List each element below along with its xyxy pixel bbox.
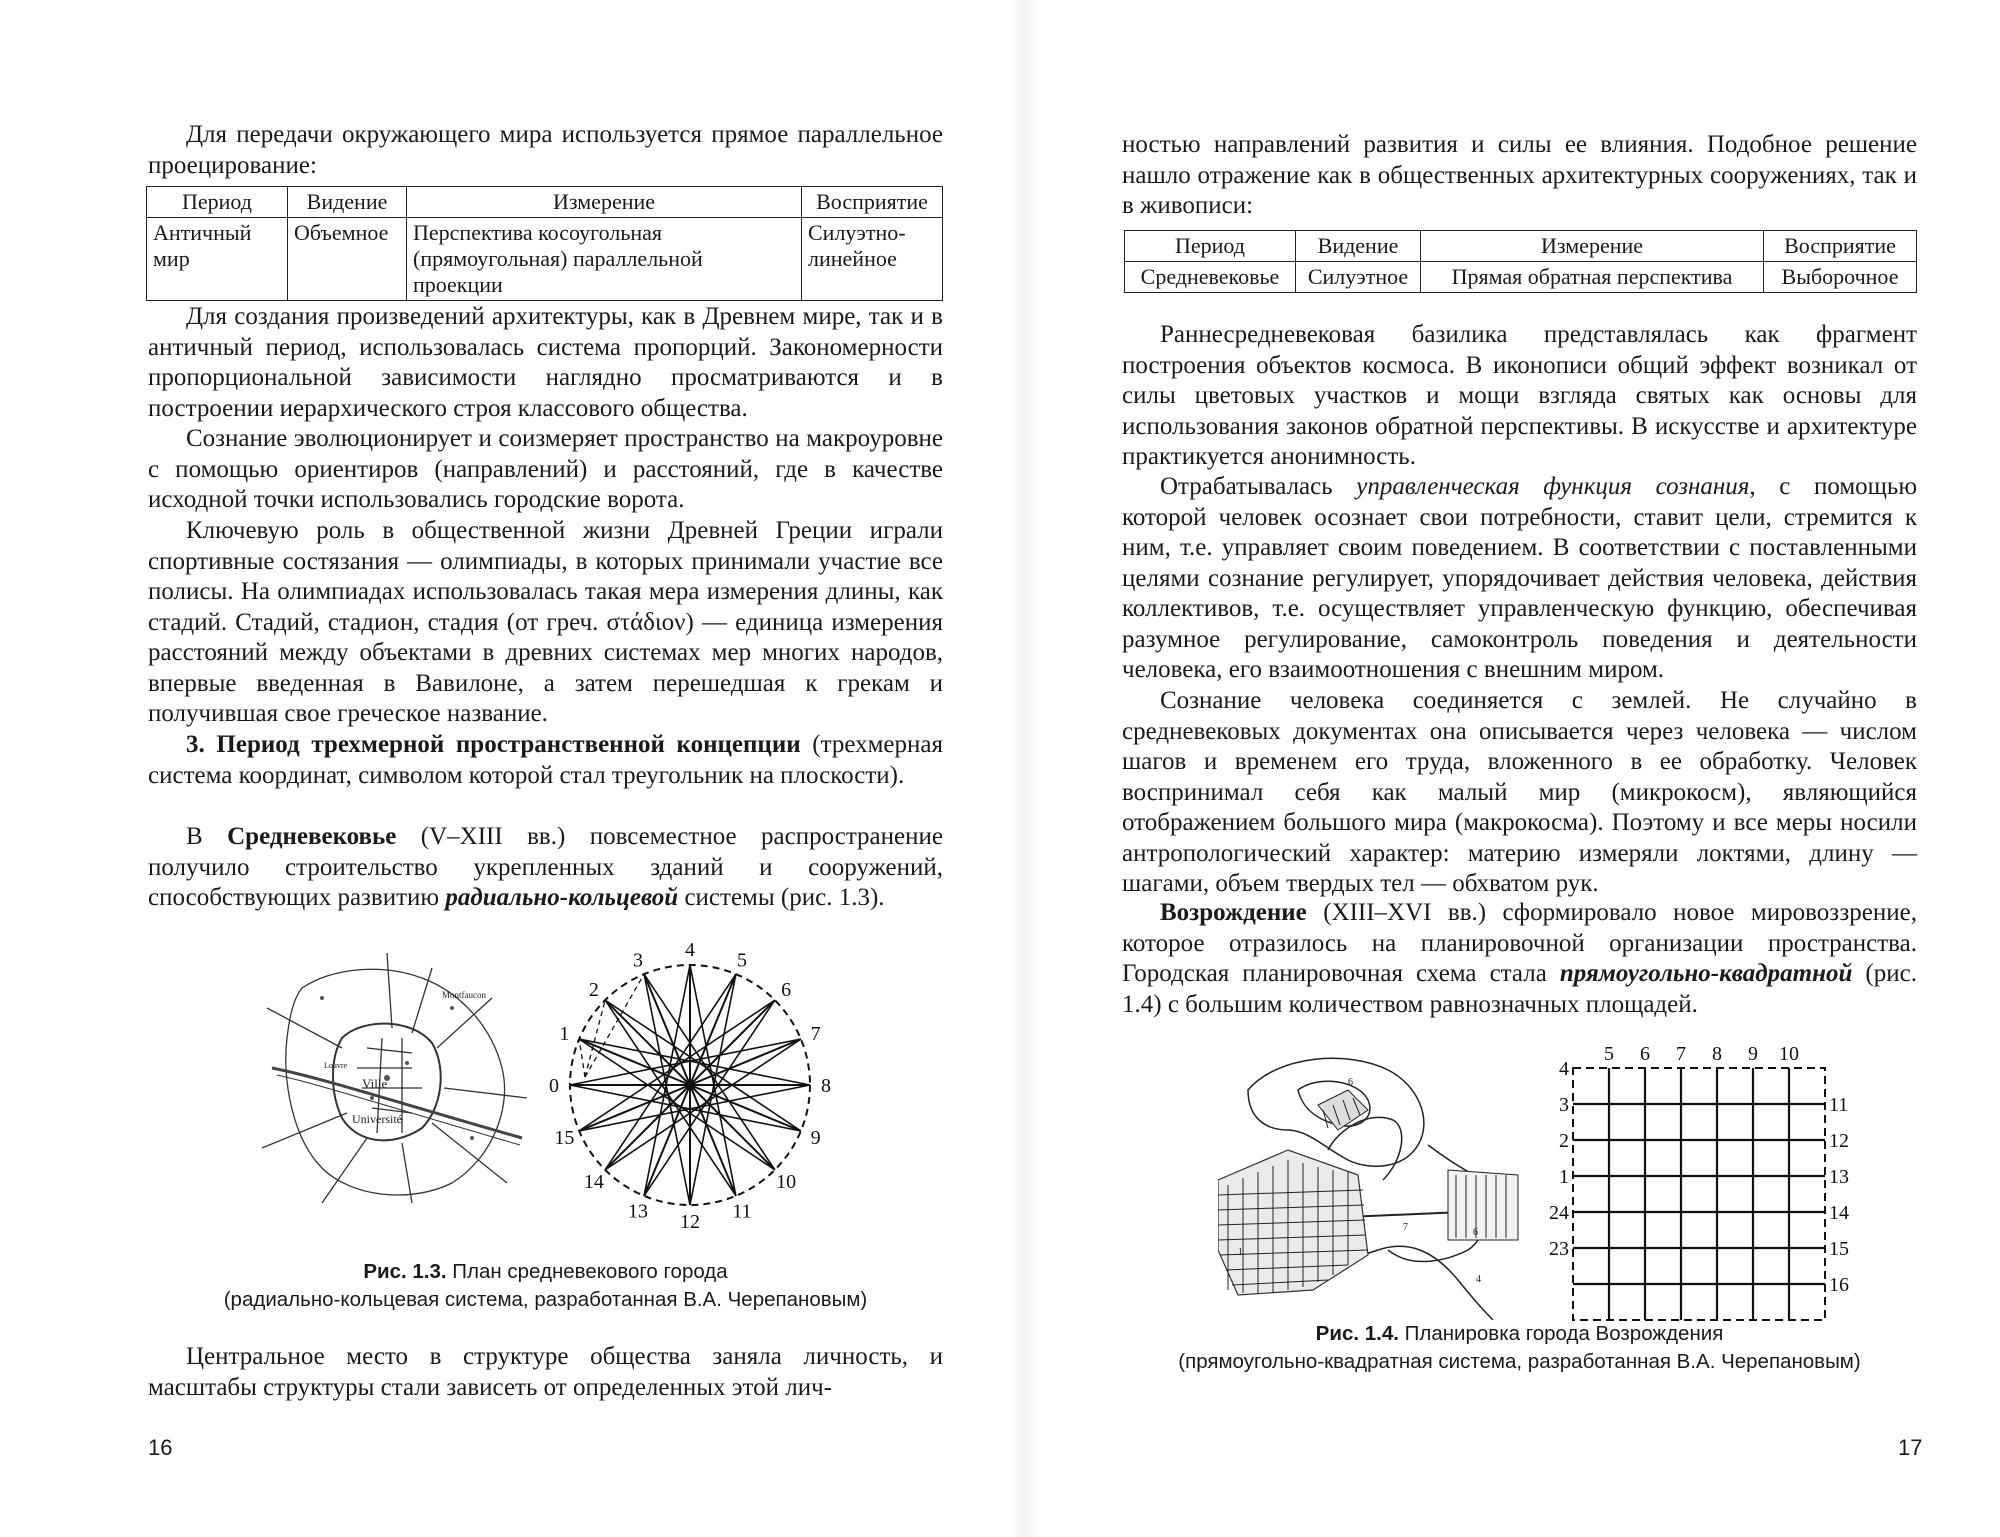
left-para-2: Сознание эволюционирует и соизмеряет пространство на макроуровне с помощью ориентиров (направлений) и расстояний, где в качестве исходной точки использовались городские ворота. xyxy=(148,425,943,513)
page-number-left: 16 xyxy=(148,1435,173,1460)
text-span: (XIII–XVI вв.) сформировало новое мировоззрение, которое отразилось на планировочной организации пространства. Городская планировочная схема стала xyxy=(1122,899,1917,987)
grid-label: 15 xyxy=(1829,1238,1849,1260)
wheel-spoke xyxy=(605,1085,690,1170)
text-span: системы (рис. 1.3). xyxy=(678,884,885,911)
right-para-2 xyxy=(1122,472,1917,686)
wheel-label: 5 xyxy=(737,949,748,972)
renaissance-city-map xyxy=(1218,1050,1528,1320)
table-cell: Силуэтное xyxy=(1296,262,1421,293)
table-header-cell: Восприятие xyxy=(802,187,943,218)
wheel-label: 14 xyxy=(583,1171,604,1194)
table-cell: Античный мир xyxy=(147,218,288,301)
bold-term: Возрождение xyxy=(1160,899,1307,926)
grid-label: 2 xyxy=(1559,1130,1569,1152)
grid-label: 24 xyxy=(1549,1202,1569,1224)
table-row xyxy=(147,218,943,301)
map-label: Ville xyxy=(362,1076,388,1091)
grid-label xyxy=(1609,1329,1629,1330)
right-para-4 xyxy=(1122,898,1917,1020)
left-para-5 xyxy=(148,822,943,914)
caption-label: Рис. 1.4. xyxy=(1315,1322,1399,1345)
emphasis-term: прямоугольно-квадратной xyxy=(1559,960,1853,987)
grid-label: 12 xyxy=(1829,1130,1849,1152)
map-label: Montfaucon xyxy=(442,990,486,1000)
grid-label: 9 xyxy=(1748,1043,1758,1065)
wheel-guide xyxy=(579,1039,585,1077)
left-para-6: Центральное место в структуре общества заняла личность, и масштабы структуры стали зависеть от определенных этой лич- xyxy=(148,1343,943,1401)
section-heading: 3. Период трехмерной пространственной концепции xyxy=(186,731,801,758)
wheel-spoke xyxy=(605,1000,690,1085)
table-header-cell: Период xyxy=(1125,231,1296,262)
wheel-label: 15 xyxy=(554,1127,575,1150)
grid-label: 7 xyxy=(1676,1043,1686,1065)
bold-term: Средневековье xyxy=(227,823,397,850)
wheel-label: 6 xyxy=(781,978,792,1001)
text-span: Отрабатывалась xyxy=(1160,473,1357,500)
map-label: 6 xyxy=(1348,1077,1353,1088)
table-header-row xyxy=(147,187,943,218)
grid-label xyxy=(1645,1329,1665,1330)
book-gutter xyxy=(1010,0,1040,1537)
text-span: В xyxy=(186,823,228,850)
map-label: 1 xyxy=(1238,1247,1243,1258)
rectangular-grid-diagram xyxy=(1528,1040,1878,1330)
caption-text: Планировка города Возрождения xyxy=(1398,1322,1724,1345)
right-para-3: Сознание человека соединяется с землей. Не случайно в средневековых документах она описывается через человека — числом шагов и временем его труда, вложенного в ее обработку. Человек воспринимал себя как малый мир (микрокосм), являющийся отображением большого мира (макрокосма). Поэтому и все меры носили антропологический характер: материю измеряли локтями, длину — шагами, объем твердых тел — обхватом рук. xyxy=(1122,687,1917,897)
wheel-label: 13 xyxy=(627,1200,648,1223)
page-number-right: 17 xyxy=(1898,1435,1923,1460)
wheel-label: 9 xyxy=(810,1127,821,1150)
grid-label: 5 xyxy=(1604,1043,1614,1065)
grid-label xyxy=(1681,1329,1701,1330)
wheel-label: 2 xyxy=(588,978,599,1001)
grid-label: 16 xyxy=(1829,1274,1849,1296)
wheel-label: 12 xyxy=(680,1211,700,1233)
grid-label xyxy=(1717,1329,1737,1330)
grid-label: 13 xyxy=(1829,1166,1849,1188)
left-para-1: Для создания произведений архитектуры, как в Древнем мире, так и в античный период, использовалась система пропорций. Закономерности пропорциональной зависимости наглядно просматриваются и в построении иерархического строя классового общества. xyxy=(148,303,943,422)
grid-label xyxy=(1753,1329,1773,1330)
grid-label: 1 xyxy=(1559,1166,1569,1188)
wheel-label: 10 xyxy=(776,1171,797,1194)
grid-label: 11 xyxy=(1829,1094,1849,1116)
caption-text: План средневекового города xyxy=(446,1260,728,1283)
right-intro: ностью направлений развития и силы ее влияния. Подобное решение нашло отражение как в общественных архитектурных сооружениях, так и в живописи: xyxy=(1122,131,1917,219)
table-header-cell: Восприятие xyxy=(1764,231,1917,262)
left-intro: Для передачи окружающего мира используется прямое параллельное проецирование: xyxy=(148,121,943,179)
figure-1-3-caption xyxy=(148,1258,943,1314)
table-cell: Силуэтно-линейное xyxy=(802,218,943,301)
map-label: 4 xyxy=(1476,1274,1481,1285)
wheel-group xyxy=(549,939,831,1233)
table-header-row xyxy=(1125,231,1917,262)
grid-label: 14 xyxy=(1829,1202,1849,1224)
caption-text: (радиально-кольцевая система, разработанная В.А. Черепановым) xyxy=(223,1288,868,1311)
emphasis-term: управленческая функция сознания xyxy=(1356,473,1750,500)
grid-group xyxy=(1549,1043,1849,1330)
left-para-3: Ключевую роль в общественной жизни Древней Греции играли спортивные состязания — олимпиады, в которых принимали участие все полисы. На олимпиадах использовалась такая мера измерения длины, как стадий. Стадий, стадион, стадия (от греч. στάδιον) — единица измерения расстояний между объектами в древних системах мер многих народов, впервые введенная в Вавилоне, а затем перешедшая к грекам и получившая свое греческое название. xyxy=(148,517,943,727)
caption-label: Рис. 1.3. xyxy=(363,1260,447,1283)
map-label: Université xyxy=(352,1112,402,1126)
table-header-cell: Измерение xyxy=(407,187,802,218)
wheel-label: 8 xyxy=(821,1075,831,1097)
wheel-label: 1 xyxy=(559,1022,570,1045)
wheel-label: 7 xyxy=(810,1022,821,1045)
grid-label: 23 xyxy=(1549,1238,1569,1260)
grid-label: 8 xyxy=(1712,1043,1722,1065)
table-row xyxy=(1125,262,1917,293)
right-para-1: Раннесредневековая базилика представлялась как фрагмент построения объектов космоса. В иконописи общий эффект возникал от силы цветовых участков и мощи взгляда святых как основы для использования законов обратной перспективы. В искусстве и архитектуре практикуется анонимность. xyxy=(1122,321,1917,470)
wheel-label: 11 xyxy=(732,1200,752,1223)
grid-label: 10 xyxy=(1779,1043,1799,1065)
table-header-cell: Видение xyxy=(288,187,407,218)
medieval-city-map xyxy=(262,948,532,1210)
map-label: Louvre xyxy=(324,1061,348,1070)
text-span: , с помощью которой человек осознает свои потребности, ставит цели, стремится к ним, т.е. управляет своим поведением. В соответствии с поставленными целями сознание регулирует, упорядочивает действия человека, действия коллективов, т.е. осуществляет управленческую функцию, обеспечивая разумное регулирование, самоконтроль поведения и деятельности человека, его взаимоотношения с внешним миром. xyxy=(1122,473,1917,683)
text-span: (V–XIII вв.) повсеместное распространение получило строительство укрепленных зданий и сооружений, способствующих развитию xyxy=(148,823,943,911)
left-para-4 xyxy=(148,730,943,791)
grid-border xyxy=(1573,1068,1825,1320)
grid-label: 4 xyxy=(1559,1058,1569,1080)
wheel-spoke xyxy=(690,1085,775,1170)
grid-label: 6 xyxy=(1640,1043,1650,1065)
wheel-label: 3 xyxy=(632,949,643,972)
wheel-label: 4 xyxy=(685,939,695,961)
table-header-cell: Видение xyxy=(1296,231,1421,262)
table-cell: Перспектива косоугольная (прямоугольная) параллельной проекции xyxy=(407,218,802,301)
radial-ring-diagram xyxy=(540,935,840,1235)
table-cell: Средневековье xyxy=(1125,262,1296,293)
wheel-label: 0 xyxy=(549,1075,559,1097)
left-table xyxy=(146,186,943,301)
table-cell: Объемное xyxy=(288,218,407,301)
text-span: (трехмерная система координат, символом которой стал треугольник на плоскости). xyxy=(148,731,944,789)
map-label: 7 xyxy=(1403,1222,1408,1233)
wheel-guide xyxy=(585,1000,605,1077)
table-cell: Выборочное xyxy=(1764,262,1917,293)
table-cell: Прямая обратная перспектива xyxy=(1421,262,1764,293)
map-label: 6 xyxy=(1473,1227,1478,1238)
grid-label xyxy=(1573,1329,1593,1330)
right-table xyxy=(1124,230,1917,293)
text-span: (рис. 1.4) с большим количеством равнозначных площадей. xyxy=(1122,960,1917,1018)
table-header-cell: Измерение xyxy=(1421,231,1764,262)
emphasis-term: радиально-кольцевой xyxy=(445,884,679,911)
caption-text: (прямоугольно-квадратная система, разработанная В.А. Черепановым) xyxy=(1178,1350,1861,1373)
wheel-spoke xyxy=(690,1000,775,1085)
grid-label: 3 xyxy=(1559,1094,1569,1116)
table-header-cell: Период xyxy=(147,187,288,218)
